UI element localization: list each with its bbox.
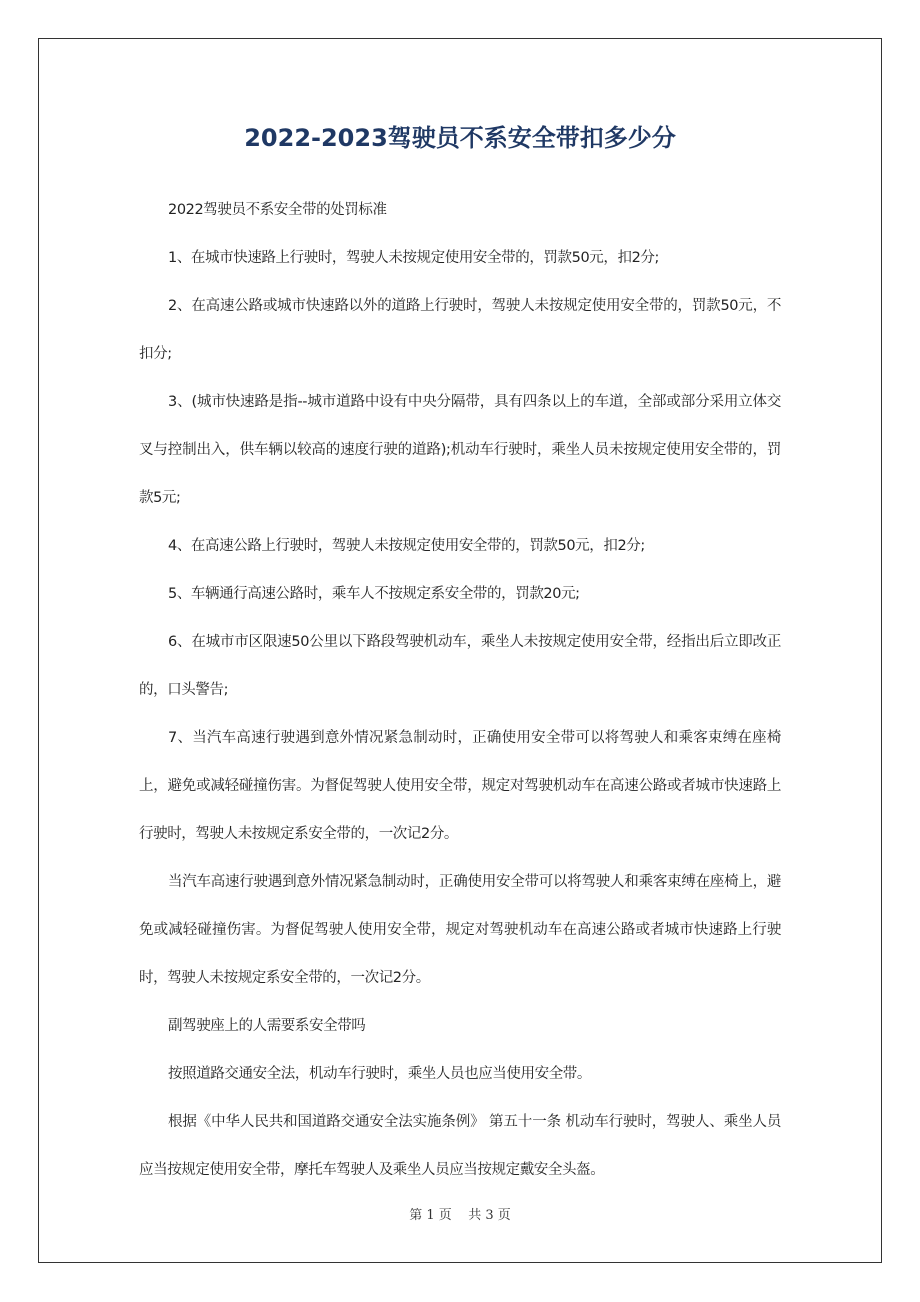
paragraph-passenger-question: 副驾驶座上的人需要系安全带吗 [168,1018,366,1034]
paragraph-passenger-answer: 按照道路交通安全法，机动车行驶时，乘坐人员也应当使用安全带。 [168,1066,591,1082]
paragraph-rule-3: 3、(城市快速路是指--城市道路中设有中央分隔带，具有四条以上的车道，全部或部分采用立体交叉与控制出入，供车辆以较高的速度行驶的道路);机动车行驶时，乘坐人员未按规定使用安全带的，罚款5元; [139,394,781,506]
footer-spacer [452,1208,469,1223]
paragraph-rule-2: 2、在高速公路或城市快速路以外的道路上行驶时，驾驶人未按规定使用安全带的，罚款50元，不扣分; [139,298,781,362]
document-body [139,186,781,1194]
total-page-count: 共 3 页 [468,1208,511,1223]
paragraph-rule-6: 6、在城市市区限速50公里以下路段驾驶机动车，乘坐人未按规定使用安全带，经指出后立即改正的，口头警告; [139,634,781,698]
paragraph-rule-1: 1、在城市快速路上行驶时，驾驶人未按规定使用安全带的，罚款50元，扣2分; [168,250,659,266]
page-footer [0,1204,920,1228]
paragraph-regulation-citation: 根据《中华人民共和国道路交通安全法实施条例》 第五十一条 机动车行驶时，驾驶人、乘坐人员应当按规定使用安全带，摩托车驾驶人及乘坐人员应当按规定戴安全头盔。 [139,1114,781,1178]
paragraph-rule-5: 5、车辆通行高速公路时，乘车人不按规定系安全带的，罚款20元; [168,586,580,602]
paragraph-rule-7: 7、当汽车高速行驶遇到意外情况紧急制动时，正确使用安全带可以将驾驶人和乘客束缚在座椅上，避免或减轻碰撞伤害。为督促驾驶人使用安全带，规定对驾驶机动车在高速公路或者城市快速路上行驶时，驾驶人未按规定系安全带的，一次记2分。 [139,730,781,842]
paragraph-rule-4: 4、在高速公路上行驶时，驾驶人未按规定使用安全带的，罚款50元，扣2分; [168,538,645,554]
paragraph-explanation: 当汽车高速行驶遇到意外情况紧急制动时，正确使用安全带可以将驾驶人和乘客束缚在座椅上，避免或减轻碰撞伤害。为督促驾驶人使用安全带，规定对驾驶机动车在高速公路或者城市快速路上行驶时，驾驶人未按规定系安全带的，一次记2分。 [139,874,781,986]
current-page-number: 第 1 页 [409,1208,452,1223]
paragraph-penalty-heading: 2022驾驶员不系安全带的处罚标准 [168,202,387,218]
document-title: 2022-2023驾驶员不系安全带扣多少分 [244,124,676,152]
